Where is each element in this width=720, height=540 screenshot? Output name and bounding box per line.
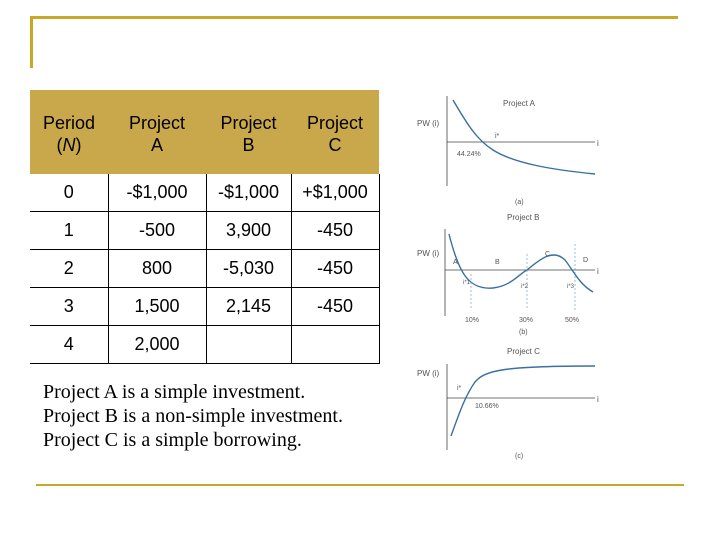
table-cell [206, 326, 291, 364]
header-period-paren-close: ) [75, 135, 82, 155]
panel-b-title: Project B [507, 213, 540, 222]
statement-project-a: Project A is a simple investment. [43, 381, 306, 403]
panel-b-xaxis-label: i [597, 267, 599, 276]
frame-left-rule [30, 16, 33, 68]
table-cell: 3 [30, 288, 108, 326]
table-cell: 1 [30, 212, 108, 250]
panel-c-yaxis-label: PW (i) [417, 369, 440, 378]
header-project-a-line1: Project [128, 113, 186, 133]
header-period [30, 90, 108, 174]
table-cell [291, 326, 379, 364]
panel-a-yaxis-label: PW (i) [417, 119, 440, 128]
table-header-row [30, 90, 379, 174]
panel-b-root-2: i*2 [521, 284, 529, 290]
statement-project-b: Project B is a non-simple investment. [43, 405, 343, 427]
header-project-b [206, 90, 291, 174]
statement-project-c: Project C is a simple borrowing. [43, 429, 302, 451]
panel-b-yaxis-label: PW (i) [417, 249, 440, 258]
table-row [30, 174, 379, 212]
table-cell: -5,030 [206, 250, 291, 288]
header-project-c [291, 90, 379, 174]
panel-a-irr-symbol: i* [495, 133, 500, 140]
panel-a-irr-label: 44.24% [457, 151, 481, 158]
panel-b-region-d: D [583, 257, 589, 264]
panel-b-region-c: C [545, 251, 551, 258]
table-row [30, 288, 379, 326]
panel-b-root-value-1: 10% [465, 317, 480, 324]
header-project-b-line1: Project [220, 113, 277, 133]
table-cell: 3,900 [206, 212, 291, 250]
panel-c-caption: (c) [515, 453, 524, 460]
statements-block [43, 380, 343, 452]
table-cell: -500 [108, 212, 206, 250]
table-row [30, 212, 379, 250]
panel-c-xaxis-label: i [597, 395, 599, 404]
panel-b-region-b: B [495, 259, 500, 266]
panel-b-root-3: i*3 [567, 284, 575, 290]
header-period-n: N [62, 135, 76, 155]
table-cell: -$1,000 [206, 174, 291, 212]
panel-c-pw-curve [451, 366, 595, 436]
table-cell: 2 [30, 250, 108, 288]
table-cell: -450 [291, 212, 379, 250]
panel-a-title: Project A [503, 99, 536, 108]
pw-curves-figure [395, 84, 663, 468]
panel-a-xaxis-label: i [597, 139, 599, 148]
table-cell: -$1,000 [108, 174, 206, 212]
table-cell: 2,000 [108, 326, 206, 364]
table-cell: 2,145 [206, 288, 291, 326]
header-project-a-line2: A [150, 135, 163, 155]
frame-bottom-rule [36, 484, 684, 486]
cash-flow-table [30, 90, 380, 364]
panel-c-irr-label: 10.66% [475, 403, 499, 410]
panel-b-root-1: i*1 [463, 280, 471, 286]
table-cell: 0 [30, 174, 108, 212]
table-cell: -450 [291, 250, 379, 288]
panel-b-root-value-3: 50% [565, 317, 580, 324]
table-cell: 1,500 [108, 288, 206, 326]
panel-c-irr-symbol: i* [457, 385, 462, 392]
header-project-a [108, 90, 206, 174]
panel-b-region-a: A [453, 259, 458, 266]
panel-a-pw-curve [453, 100, 595, 174]
table-cell: 4 [30, 326, 108, 364]
header-period-paren-open: ( [56, 135, 63, 155]
table-cell: -450 [291, 288, 379, 326]
table-row [30, 326, 379, 364]
table-cell: +$1,000 [291, 174, 379, 212]
header-project-b-line2: B [242, 135, 255, 155]
frame-top-rule [30, 16, 678, 19]
header-project-c-line1: Project [306, 113, 364, 133]
header-project-c-line2: C [328, 135, 342, 155]
table-row [30, 250, 379, 288]
panel-b-caption: (b) [519, 329, 528, 336]
panel-a-caption: (a) [515, 199, 524, 206]
panel-b-root-value-2: 30% [519, 317, 534, 324]
panel-c-title: Project C [507, 347, 540, 356]
table-cell: 800 [108, 250, 206, 288]
header-period-line1: Period [42, 113, 96, 133]
